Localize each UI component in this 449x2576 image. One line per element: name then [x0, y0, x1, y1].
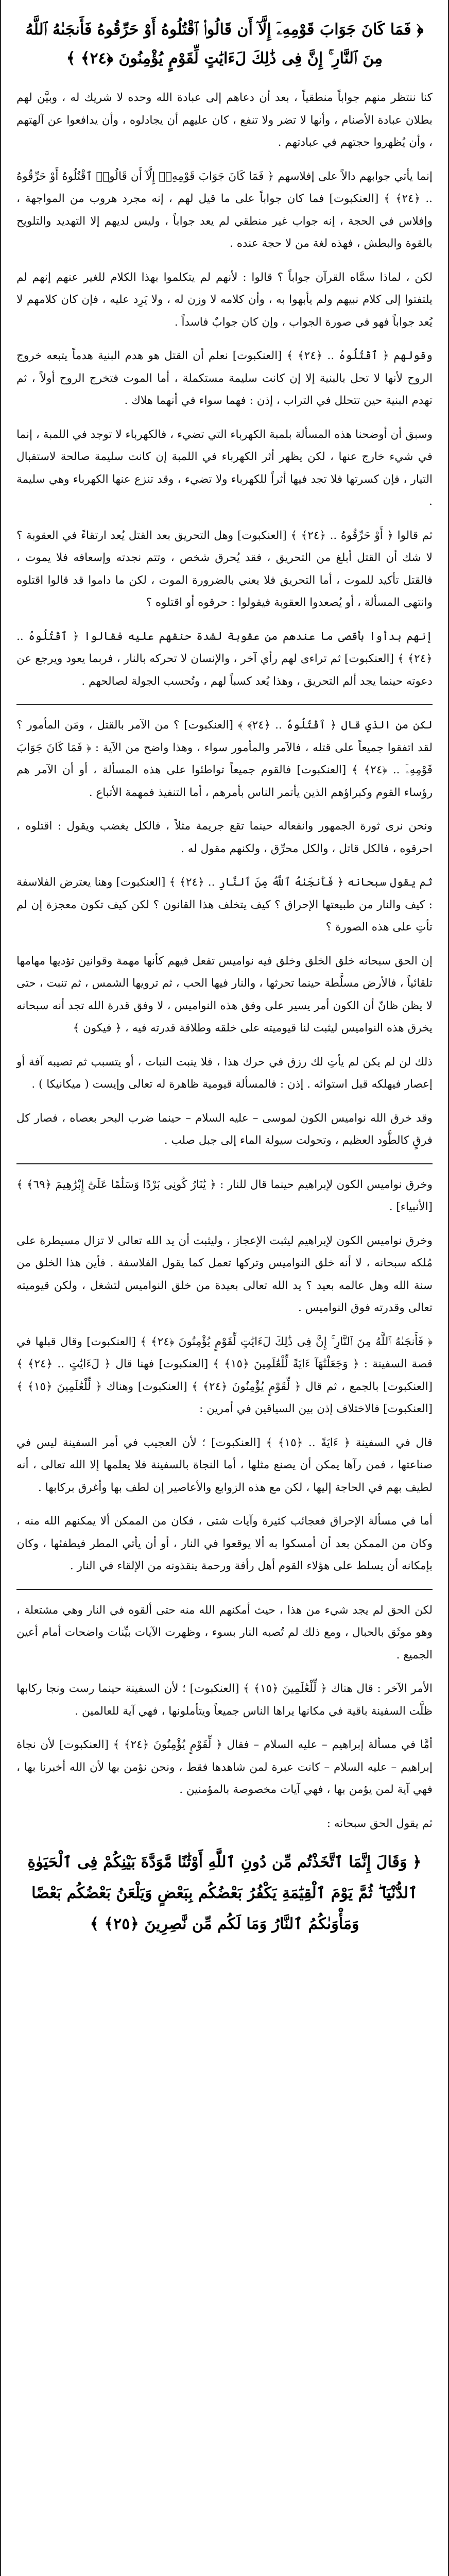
- paragraph: ثم قالوا ﴿ أَوْ حَرِّقُوهُ .. ﴿٢٤﴾ ﴾ [العنكبوت] وهل التحريق بعد القتل يُعد ارتقاءً في العقوبة ؟ لا شك أن القتل أبلغ من التحريق ، فقد يُحرق شخص ، وتتم نجدته وإسعافه فلا يموت ، فالقتل تأكيد للموت ، أما التحريق فلا يعني بالضرورة الموت ، لكن ما داموا قد قالوا اقتلوه وانتهى المسألة ، أو يُصعدوا العقوبة فيقولوا : حرقوه أو اقتلوه ؟: [16, 529, 433, 609]
- paragraph: وقولهم ﴿ ٱقْتُلُوهُ .. ﴿٢٤﴾ ﴾ [العنكبوت] نعلم أن القتل هو هدم البنية هدماً يتبعه خروج الروح لأنها لا تحل بالبنية إلا إن كانت سليمة مستكملة ، أما الموت فتخرج الروح أولاً ، ثم تهدم البنية حين تتحلل في التراب ، إذن : فهما سواء في أنهما هلاك .: [16, 349, 433, 407]
- top-verse: ﴿ فَمَا كَانَ جَوَابَ قَوْمِهِۦٓ إِلَّآ أَن قَالُوا۟ ٱقْتُلُوهُ أَوْ حَرِّقُوهُ فَأَنجَىٰهُ ٱللَّهُ مِنَ ٱلنَّارِ ۚ إِنَّ فِى ذَٰلِكَ لَءَايَٰتٍ لِّقَوْمٍ يُؤْمِنُونَ ﴿٢٤﴾ ﴾: [25, 21, 424, 67]
- paragraph: الأمر الآخر : قال هناك ﴿ لِّلْعَٰلَمِينَ ﴿١٥﴾ ﴾ [العنكبوت] ؛ لأن السفينة حينما رست ونجا ركابها ظلَّت السفينة باقية في مكانها يراها الناس جميعاً ويتأملونها ، فهي آية للعالمين .: [16, 1682, 433, 1718]
- paragraph: قال في السفينة ﴿ ءَايَةً .. ﴿١٥﴾ ﴾ [العنكبوت] ؛ لأن العجيب في أمر السفينة ليس في صناعتها ، فمن رآها يمكن أن يصنع مثلها ، أما النجاة بالسفينة فلا يعلمها إلا الله تعالى ، أنه لطيف بهم في الحاجة إليها ، لكن مع هذه الزوابع والأعاصير إن لطف بها وأغرق بركابها .: [16, 1436, 433, 1494]
- separator-line: [16, 704, 433, 705]
- paragraph: ثم يقول الحق سبحانه :: [326, 1817, 433, 1830]
- paragraph: أما في مسألة الإحراق فعجائب كثيرة وآيات شتى ، فكان من الممكن ألا يمكنهم الله منه ، وكان من الممكن بعد أن أمسكوا به ألا يوقعوا في النار ، أو أن يأتي المطر فيطفئها ، وكان بإمكانه أن يسلط على هؤلاء القوم أهل رأفة ورحمة ينقذونه من الإلقاء في النار .: [16, 1515, 433, 1572]
- paragraph: وخرق نواميس الكون لإبراهيم حينما قال للنار : ﴿ يَٰنَارُ كُونِى بَرْدًا وَسَلَٰمًا عَلَىٰٓ إِبْرَٰهِيمَ ﴿٦٩﴾ ﴾ [الأنبياء] .: [16, 1178, 433, 1213]
- paragraph: ذلك لن لم يكن لم يأتِ لك رزق في حرك هذا ، فلا ينبت النبات ، أو يتسبب ثم تصيبه آفة أو إعصار فيهلكه قبل استوائه . إذن : فالمسألة قيومية ظاهرة له تعالى وإيست ( ميكانيكا ) .: [16, 1055, 433, 1091]
- separator-line: [16, 1163, 433, 1164]
- paragraph: ثم يقول سبحانه ﴿ فَأَنجَىٰهُ ٱللَّهُ مِنَ ٱلنَّارِ .. ﴿٢٤﴾ ﴾ [العنكبوت] وهنا يعترض الفلاسفة : كيف والنار من طبيعتها الإحراق ؟ كيف يتخلف هذا القانون ؟ لكن كيف تكون معجزة إن لم تأتِ على هذه الصورة ؟: [16, 876, 433, 934]
- paragraph: إنهم بدأوا بأقصى ما عندهم من عقوبة لشدة حنقهم عليه فقالوا ﴿ ٱقْتُلُوهُ .. ﴿٢٤﴾ ﴾ [العنكبوت] ثم تراءى لهم رأي آخر ، والإنسان لا تحركه بالنار ، فربما يعود ويرجع عن دعوته حينما يجد ألم التحريق ، وهذا يُعد كسباً لهم ، وتُحسب الجولة لصالحهم .: [16, 630, 433, 688]
- bottom-verse: ﴿ وَقَالَ إِنَّمَا ٱتَّخَذْتُم مِّن دُونِ ٱللَّهِ أَوْثَٰنًا مَّوَدَّةَ بَيْنِكُمْ فِى ٱلْحَيَوٰةِ ٱلدُّنْيَا ۖ ثُمَّ يَوْمَ ٱلْقِيَٰمَةِ يَكْفُرُ بَعْضُكُم بِبَعْضٍ وَيَلْعَنُ بَعْضُكُم بَعْضًا وَمَأْوَىٰكُمُ ٱلنَّارُ وَمَا لَكُم مِّن نَّٰصِرِينَ ﴿٢٥﴾ ﴾: [27, 1853, 422, 1933]
- paragraph: إنما يأتي جوابهم دالاً على إفلاسهم ﴿ فَمَا كَانَ جَوَابَ قَوْمِهِۦٓ إِلَّآ أَن قَالُوا۟ ٱقْتُلُوهُ أَوْ حَرِّقُوهُ .. ﴿٢٤﴾ ﴾ [العنكبوت] فما كان جواباً على ما قيل لهم ، إنه مجرد هروب من المواجهة ، وإفلاس في الحجة ، إنه جواب غير منطقي لم يعد جواباً ، وليس لديهم إلا التهديد والتلويح بالقوة والبطش ، فهذه لغة من لا حجة عنده .: [16, 170, 433, 250]
- paragraph: أمَّا في مسألة إبراهيم – عليه السلام – فقال ﴿ لِّقَوْمٍ يُؤْمِنُونَ ﴿٢٤﴾ ﴾ [العنكبوت] لأن نجاة إبراهيم – عليه السلام – كانت عبرة لمن شاهدها فقط ، ونحن نؤمن بها لأن الله أخبرنا بها ، فهي آية لمن يؤمن بها ، فهي آيات مخصوصة بالمؤمنين .: [16, 1738, 433, 1796]
- paragraph: لكن الحق لم يجد شيء من هذا ، حيث أمكنهم الله منه حتى ألقوه في النار وهي مشتعلة ، وهو موثَق بالحبال ، ومع ذلك لم تُصبه النار بسوء ، وظهرت الآيات بيِّنات واضحات أمام أعين الجميع .: [16, 1603, 433, 1662]
- paragraph: لكن ، لماذا سمَّاه القرآن جواباً ؟ قالوا : لأنهم لم يتكلموا بهذا الكلام للغير عنهم إنهم لم يلتفتوا إلى كلام نبيهم ولم يأبهوا به ، وأن كلامه لا وزن له ، ولا يَرِد عليه ، فإن كان كلامهم لا يُعد جواباً فهو في صورة الجواب ، وإن كان جوابٌ فاسداً .: [16, 270, 433, 329]
- paragraph: وخرق نواميس الكون لإبراهيم ليثبت الإعجاز ، وليثبت أن يد الله تعالى لا تزال مسيطرة على مُلكه سبحانه ، لا أنه خلق النواميس وتركها تعمل كما يقول الفلاسفة . فأين هذا الخلق من سنة الله وهل عالمه بعيد ؟ يد الله تعالى بعيدة من خلق النواميس لتشغل ، ولكن قيوميته تعالى وقدرته فوق النواميس .: [16, 1234, 433, 1314]
- separator-line: [16, 1589, 433, 1590]
- paragraph: ونحن نرى ثورة الجمهور وانفعاله حينما تقع جريمة مثلاً ، فالكل يغضب ويقول : اقتلوه ، احرقوه ، فالكل قاتل ، والكل محرِّق ، ولكنهم مقول له .: [16, 820, 433, 855]
- paragraph: وقد خرق الله نواميس الكون لموسى – عليه السلام – حينما ضرب البحر بعصاه ، فصار كل فرقٍ كالطَّود العظيم ، وتحولت سيولة الماء إلى جبل صلب .: [16, 1111, 433, 1147]
- paragraph: إن الحق سبحانه خلق الخلق وخلق فيه نواميس تفعل فيهم كأنها مهمة وقوانين تؤديها مهامها تلقائياً ، فالأرض مسلَّطة حينما تحرثها ، والنار فيها الحب ، ثم ترويها الشمس ، ثم تنبت ، حتى لا يظن ظانّ أن الكون أمر يسير على وفق هذه النواميس ، لا وفق قدرة الله تجد أنه سبحانه يخرق هذه النواميس ليثبت لنا قيوميته على خلقه وطلاقة قدرته فيه ، ﴿ فيكون ﴾: [16, 954, 433, 1035]
- paragraph: لكن من الذي قال ﴿ ٱقْتُلُوهُ .. ﴿٢٤﴾ ﴾ [العنكبوت] ؟ من الآمر بالقتل ، ومَن المأمور ؟ لقد اتفقوا جميعاً على قتله ، فالآمر والمأمور سواء ، وهذا واضح من الآية : ﴿ فَمَا كَانَ جَوَابَ قَوْمِهِۦٓ .. ﴿٢٤﴾ ﴾ [العنكبوت] فالقوم جميعاً تواطئوا على هذه المسألة ، أو أن الآمر هم رؤساء القوم وكبراؤهم الذين يأتمر الناس بأمرهم ، أما التنفيذ فمهمة الأتباع .: [16, 719, 433, 799]
- paragraph: كنا ننتظر منهم جواباً منطقياً ، بعد أن دعاهم إلى عبادة الله وحده لا شريك له ، وبيَّن لهم بطلان عبادة الأصنام ، وأنها لا تضر ولا تنفع ، كان عليهم أن يجادلوه ، وأن يدافعوا عن آلهتهم ، وأن يُظهروا حجتهم في عبادتهم .: [16, 91, 433, 149]
- paragraph: ﴿ فَأَنجَىٰهُ ٱللَّهُ مِنَ ٱلنَّارِ ۚ إِنَّ فِى ذَٰلِكَ لَءَايَٰتٍ لِّقَوْمٍ يُؤْمِنُونَ ﴿٢٤﴾ ﴾ [العنكبوت] وقال قبلها في قصة السفينة : ﴿ وَجَعَلْنَٰهَآ ءَايَةً لِّلْعَٰلَمِينَ ﴿١٥﴾ ﴾ [العنكبوت] فهنا قال ﴿ لَءَايَٰتٍ .. ﴿٢٤﴾ ﴾ [العنكبوت] بالجمع ، ثم قال ﴿ لِّقَوْمٍ يُؤْمِنُونَ ﴿٢٤﴾ ﴾ [العنكبوت] وهناك ﴿ لِّلْعَٰلَمِينَ ﴿١٥﴾ ﴾ [العنكبوت] فالاختلاف إذن بين السياقين في أمرين :: [16, 1335, 433, 1415]
- paragraph: وسبق أن أوضحنا هذه المسألة بلمبة الكهرباء التي تضيء ، فالكهرباء لا توجد في اللمبة ، إنما في شيء خارج عنها ، لكن يظهر أثر الكهرباء في اللمبة إن كانت سليمة صالحة لاستقبال التيار ، فإن كسرتها فلا تجد فيها أثراً للكهرباء ولا تضيء ، وقد تنزع عنها الكهرباء وهي سليمة .: [16, 428, 433, 508]
